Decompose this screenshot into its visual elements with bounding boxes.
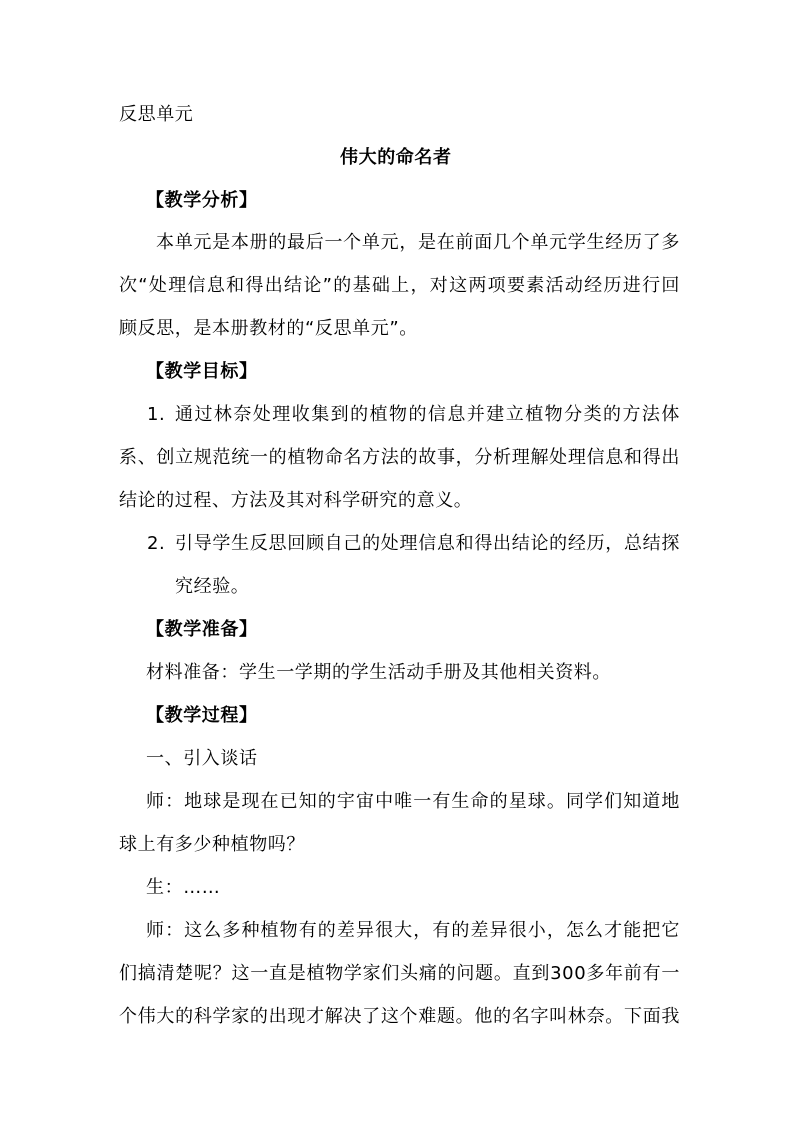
unit-header: 反思单元 [119, 104, 194, 125]
objectives-heading: 【教学目标】 [146, 361, 258, 382]
objective-line: 结论的过程、方法及其对科学研究的意义。 [119, 490, 473, 511]
dialogue-line: 们搞清楚呢？这一直是植物学家们头痛的问题。直到300多年前有一 [119, 963, 680, 984]
lesson-title: 伟大的命名者 [340, 147, 452, 168]
objective-line: 究经验。 [175, 576, 250, 597]
analysis-heading: 【教学分析】 [146, 190, 258, 211]
dialogue-line: 师：这么多种植物有的差异很大，有的差异很小，怎么才能把它 [146, 920, 680, 941]
dialogue-line: 师：地球是现在已知的宇宙中唯一有生命的星球。同学们知道地 [146, 791, 680, 812]
analysis-line: 顾反思，是本册教材的“反思单元”。 [119, 318, 418, 339]
preparation-heading: 【教学准备】 [146, 619, 258, 640]
analysis-line: 次“处理信息和得出结论”的基础上，对这两项要素活动经历进行回 [119, 275, 680, 296]
preparation-line: 材料准备：学生一学期的学生活动手册及其他相关资料。 [146, 662, 611, 683]
process-heading: 【教学过程】 [146, 705, 258, 726]
dialogue-line: 生：…… [146, 877, 221, 898]
objective-line: 系、创立规范统一的植物命名方法的故事，分析理解处理信息和得出 [119, 447, 680, 468]
dialogue-line: 球上有多少种植物吗？ [119, 834, 305, 855]
analysis-line: 本单元是本册的最后一个单元，是在前面几个单元学生经历了多 [156, 232, 680, 253]
objective-number: 1. [147, 404, 166, 425]
dialogue-line: 个伟大的科学家的出现才解决了这个难题。他的名字叫林奈。下面我 [119, 1006, 680, 1027]
process-subheading: 一、引入谈话 [146, 748, 258, 769]
objective-line: 引导学生反思回顾自己的处理信息和得出结论的经历，总结探 [175, 533, 680, 554]
objective-line: 通过林奈处理收集到的植物的信息并建立植物分类的方法体 [175, 404, 680, 425]
objective-number: 2. [147, 533, 166, 554]
